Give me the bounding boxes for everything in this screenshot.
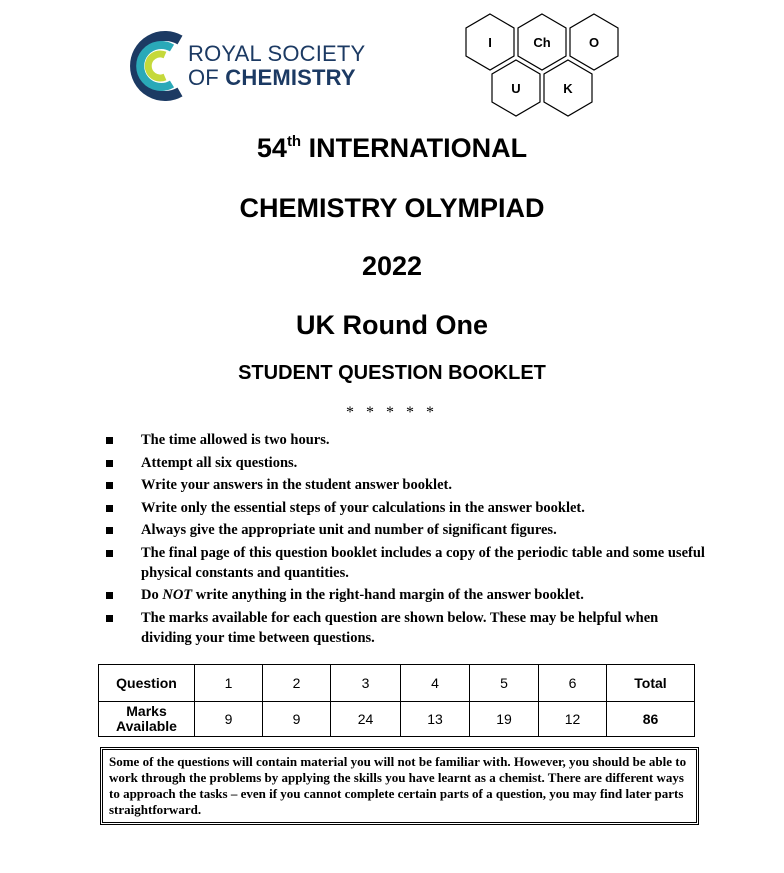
instruction-text: Always give the appropriate unit and number of significant figures. [141, 522, 557, 538]
square-bullet-icon [106, 550, 113, 557]
table-cell-marks: 19 [470, 702, 539, 737]
table-cell-marks: 13 [401, 702, 470, 737]
title-line1-rest: INTERNATIONAL [301, 133, 528, 163]
rsc-line2-prefix: OF [188, 65, 226, 90]
instruction-item [106, 585, 706, 605]
icho-uk-logo [462, 10, 632, 122]
title-booklet: STUDENT QUESTION BOOKLET [238, 362, 546, 384]
title-number: 54 [256, 133, 287, 163]
rsc-line2 [188, 66, 365, 90]
hex-label-k: K [563, 81, 573, 96]
instruction-text-post: write anything in the right-hand margin of the answer booklet. [192, 587, 584, 603]
instruction-text: Attempt all six questions. [141, 454, 298, 471]
instruction-item [106, 498, 706, 518]
table-cell-total-marks: 86 [607, 702, 695, 737]
table-cell-marks: 9 [263, 702, 331, 737]
table-cell-question-number: 3 [331, 665, 401, 702]
square-bullet-icon [106, 460, 113, 467]
hex-label-u: U [511, 81, 521, 96]
note-box: Some of the questions will contain material you will not be familiar with. However, you should be able to work through the problems by applying the skills you have learnt as a chemist. There are different ways to approach the tasks – even if you cannot complete certain parts of a question, you may find later parts straightforward. [100, 747, 699, 825]
instruction-text: The marks available for each question are shown below. These may be helpful when dividing your time between questions. [141, 609, 659, 646]
marks-label-line2: Available [116, 718, 177, 734]
table-header-marks-available [99, 702, 195, 737]
table-cell-question-number: 6 [539, 665, 607, 702]
title-ordinal-suffix: th [286, 133, 302, 150]
square-bullet-icon [106, 592, 113, 599]
rsc-c-emblem-icon [120, 26, 188, 106]
square-bullet-icon [106, 437, 113, 444]
title-line2: CHEMISTRY OLYMPIAD [239, 193, 545, 223]
title-line1 [0, 133, 784, 164]
table-header-total: Total [607, 665, 695, 702]
table-row [99, 665, 695, 702]
rsc-wordmark [188, 42, 365, 90]
table-row [99, 702, 695, 737]
table-cell-marks: 24 [331, 702, 401, 737]
square-bullet-icon [106, 482, 113, 489]
instruction-item [106, 453, 706, 473]
hex-label-o: O [588, 35, 600, 50]
square-bullet-icon [106, 615, 113, 622]
table-cell-question-number: 2 [263, 665, 331, 702]
instruction-item [106, 608, 706, 648]
instruction-text: The time allowed is two hours. [141, 432, 330, 448]
table-cell-marks: 12 [539, 702, 607, 737]
instruction-item [106, 475, 706, 495]
table-cell-question-number: 4 [401, 665, 470, 702]
instruction-item [106, 520, 706, 540]
hex-label-ch: Ch [533, 35, 551, 50]
instruction-text: The final page of this question booklet includes a copy of the periodic table and some useful physical constants and quantities. [141, 544, 705, 581]
title-year: 2022 [361, 251, 423, 281]
title-round: UK Round One [296, 310, 488, 340]
marks-table [98, 664, 695, 737]
square-bullet-icon [106, 527, 113, 534]
instruction-text-pre: Do [141, 587, 163, 603]
table-cell-question-number: 5 [470, 665, 539, 702]
instruction-text: Write only the essential steps of your calculations in the answer booklet. [141, 499, 585, 516]
instruction-item [106, 543, 706, 583]
hex-label-i: I [488, 35, 492, 50]
instruction-text: Write your answers in the student answer booklet. [141, 477, 452, 493]
table-cell-marks: 9 [195, 702, 263, 737]
rsc-line1: ROYAL SOCIETY [188, 41, 366, 66]
marks-label-line1: Marks [126, 703, 167, 719]
instruction-text-emphasis: NOT [162, 587, 193, 603]
instruction-item [106, 430, 706, 450]
table-cell-question-number: 1 [195, 665, 263, 702]
separator-stars: * * * * * [346, 404, 438, 421]
rsc-line2-bold: CHEMISTRY [225, 65, 356, 90]
square-bullet-icon [106, 505, 113, 512]
instructions-list [106, 430, 706, 650]
table-header-question: Question [99, 665, 195, 702]
rsc-logo [120, 26, 420, 106]
